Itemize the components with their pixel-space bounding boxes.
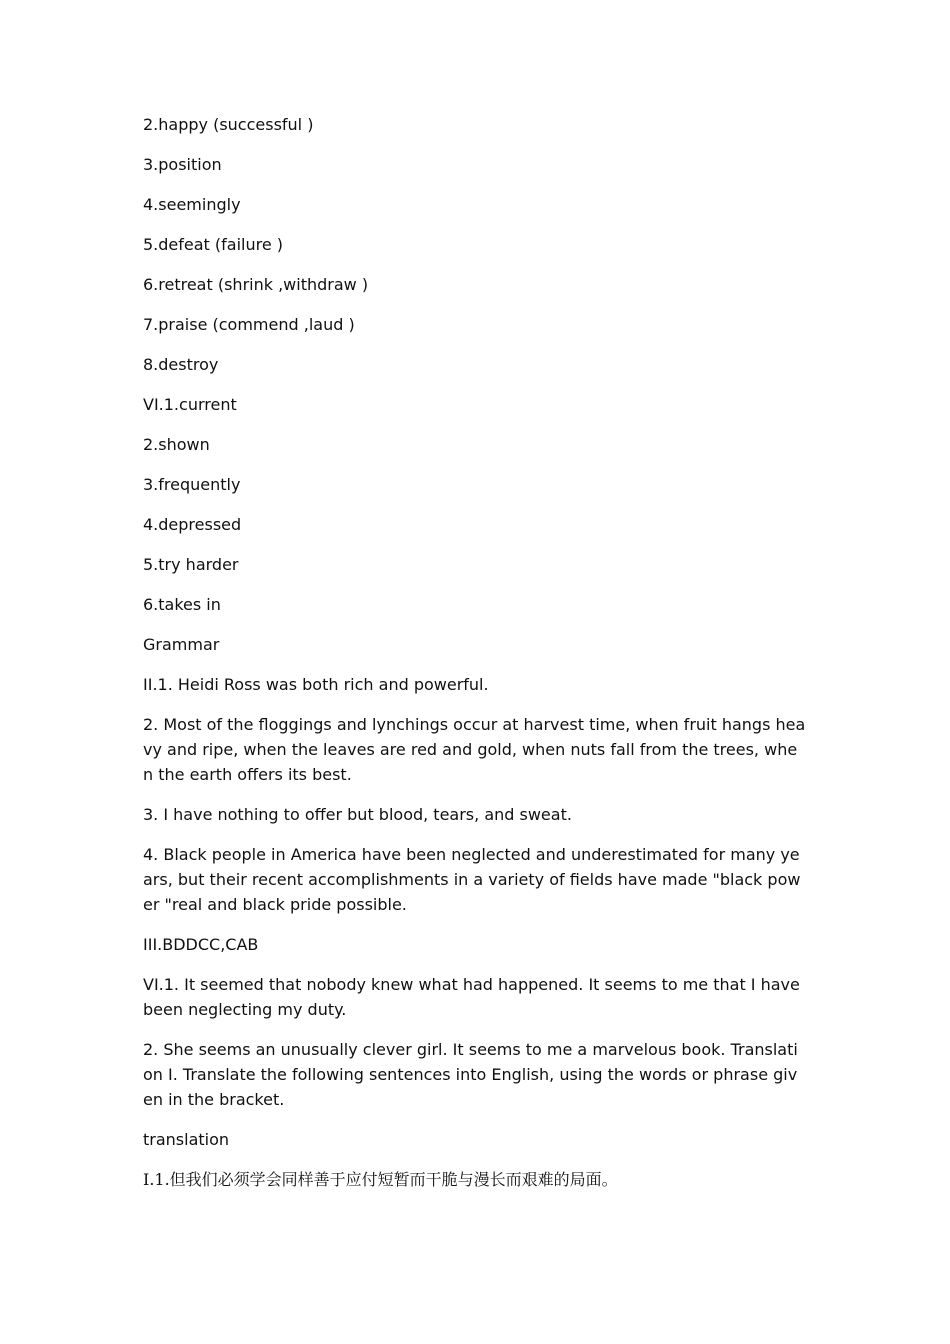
- answer-line-7: 8.destroy: [143, 355, 219, 374]
- grammar-ii-3: 3. I have nothing to offer but blood, tears, and sweat.: [143, 805, 572, 824]
- answer-line-4: 5.defeat (failure ): [143, 235, 284, 254]
- answer-line-6: 7.praise (commend ,laud ): [143, 315, 355, 334]
- answer-line-3: 4.seemingly: [143, 195, 241, 214]
- section-vi-line-1: VI.1.current: [143, 395, 237, 414]
- section-vi-line-2: 2.shown: [143, 435, 210, 454]
- answer-line-1: 2.happy (successful ): [143, 115, 314, 134]
- grammar-heading: Grammar: [143, 635, 220, 654]
- document-page: [143, 112, 807, 1207]
- answer-line-2: 3.position: [143, 155, 222, 174]
- translation-i-1: I.1.但我们必须学会同样善于应付短暂而干脆与漫长而艰难的局面。: [143, 1170, 618, 1189]
- grammar-ii-1: II.1. Heidi Ross was both rich and powerful.: [143, 675, 489, 694]
- section-vi-line-3: 3.frequently: [143, 475, 241, 494]
- grammar-ii-2: 2. Most of the floggings and lynchings occur at harvest time, when fruit hangs heavy and ripe, when the leaves are red and gold, when nuts fall from the trees, when the earth offers its best.: [143, 715, 806, 784]
- section-vi-line-6: 6.takes in: [143, 595, 221, 614]
- grammar-vi-2: 2. She seems an unusually clever girl. It seems to me a marvelous book. Translation Ⅰ. Translate the following sentences into English, using the words or phrase given in the bracket.: [143, 1040, 798, 1109]
- translation-heading: translation: [143, 1130, 230, 1149]
- grammar-vi-1: VI.1. It seemed that nobody knew what had happened. It seems to me that I have been neglecting my duty.: [143, 975, 800, 1019]
- answer-line-5: 6.retreat (shrink ,withdraw ): [143, 275, 369, 294]
- section-vi-line-5: 5.try harder: [143, 555, 239, 574]
- grammar-ii-4: 4. Black people in America have been neglected and underestimated for many years, but their recent accomplishments in a variety of fields have made "black power "real and black pride possible.: [143, 845, 801, 914]
- section-vi-line-4: 4.depressed: [143, 515, 242, 534]
- grammar-iii: III.BDDCC,CAB: [143, 935, 259, 954]
